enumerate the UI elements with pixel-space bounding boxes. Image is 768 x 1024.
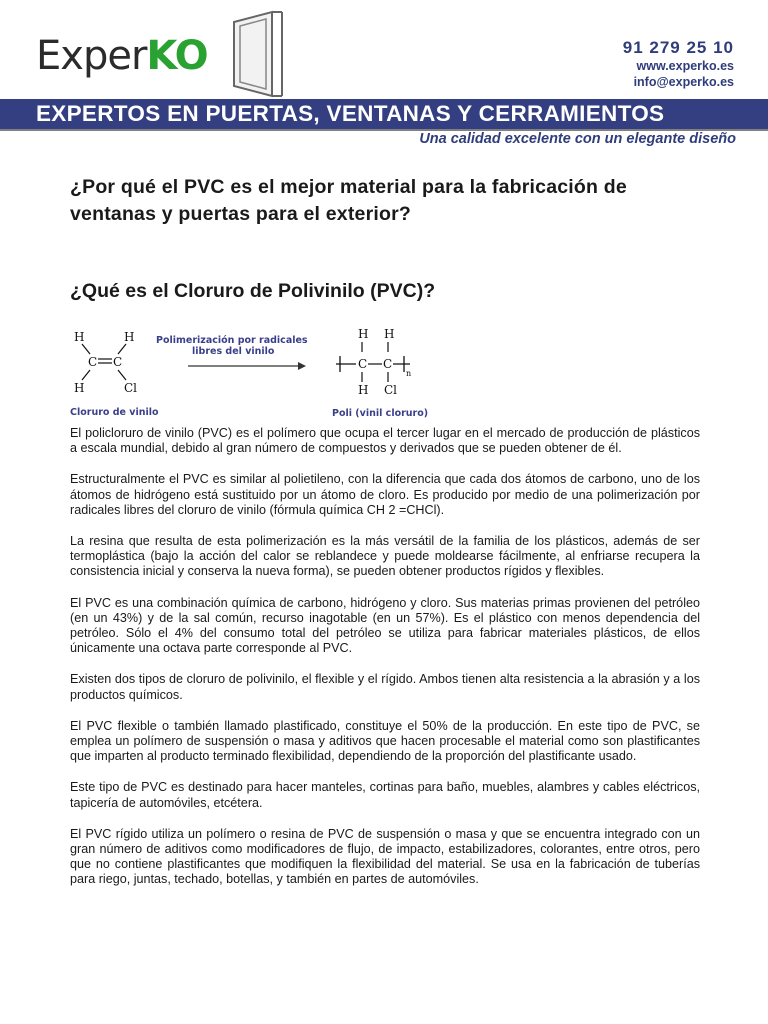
phone-number: 91 279 25 10 xyxy=(622,38,734,57)
main-title: ¿Por qué el PVC es el mejor material para la fabricación de ventanas y puertas para el exterior? xyxy=(70,176,627,225)
atom-cl-1: Cl xyxy=(124,381,138,395)
reactant-label: Cloruro de vinilo xyxy=(70,407,159,418)
atom-c-4: C xyxy=(383,357,393,371)
paragraph-8: El PVC rígido utiliza un polímero o resina de PVC de suspensión o masa y que se encuentra integrado con un gran número de aditivos como modificadores de flujo, de impacto, estabilizadores, colorantes, entre otros, pero que no contiene plastificantes que modifiquen la flexibilidad del material. Se usa en la fabricación de tuberías para riego, juntas, techado, botellas, y también en partes de automóviles. xyxy=(70,826,700,887)
product-label: Poli (vinil cloruro) xyxy=(332,408,429,419)
reaction-label-1: Polimerización por radicales xyxy=(156,335,308,346)
atom-h-6: H xyxy=(358,383,369,397)
email-link[interactable]: info@experko.es xyxy=(633,75,734,89)
document-body xyxy=(70,174,700,904)
atom-c-1: C xyxy=(88,355,98,369)
atom-h-5: H xyxy=(384,327,395,341)
section-title: ¿Qué es el Cloruro de Polivinilo (PVC)? xyxy=(70,280,436,302)
paragraph-7: Este tipo de PVC es destinado para hacer manteles, cortinas para baño, muebles, alambres y cables eléctricos, tapicería de automóviles, etcétera. xyxy=(70,780,700,810)
website-link[interactable]: www.experko.es xyxy=(636,59,734,73)
reaction-svg xyxy=(70,308,700,426)
atom-h-3: H xyxy=(74,381,85,395)
polymerization-diagram xyxy=(70,308,700,426)
paragraph-4: El PVC es una combinación química de carbono, hidrógeno y cloro. Sus materias primas provienen del petróleo (en un 43%) y de la sal común, recurso inagotable (en un 57%). Es el plástico con menos dependencia del petróleo. Sólo el 4% del consumo total del petróleo se utiliza para fabricar materiales plásticos, de ellos únicamente una octava parte corresponde al PVC. xyxy=(70,595,700,656)
atom-h-1: H xyxy=(74,330,85,344)
paragraph-2: Estructuralmente el PVC es similar al polietileno, con la diferencia que cada dos átomos de carbono, uno de los átomos de hidrógeno está sustituido por un átomo de cloro. Es producido por medio de una polimerización por radicales libres del cloruro de vinilo (fórmula química CH 2 =CHCl). xyxy=(70,472,700,517)
logo-text-ko: KO xyxy=(146,33,208,79)
company-logo xyxy=(36,10,251,98)
logo-wordmark xyxy=(36,33,208,79)
atom-cl-2: Cl xyxy=(384,383,398,397)
reaction-label-2: libres del vinilo xyxy=(192,346,275,357)
logo-text-exper: Exper xyxy=(36,33,147,79)
subscript-n: n xyxy=(406,369,412,378)
tagline: Una calidad excelente con un elegante diseño xyxy=(419,131,736,147)
atom-h-2: H xyxy=(124,330,135,344)
atom-c-2: C xyxy=(113,355,123,369)
contact-block xyxy=(623,38,734,90)
paragraph-6: El PVC flexible o también llamado plastificado, constituye el 50% de la producción. En este tipo de PVC, se emplea un polímero de suspensión o masa y aditivos que hacen procesable el material como son plastificantes que imparten al producto terminado flexibilidad, dependiendo de la proporción del plastificante usado. xyxy=(70,718,700,764)
atom-c-3: C xyxy=(358,357,368,371)
atom-h-4: H xyxy=(358,327,369,341)
paragraph-3: La resina que resulta de esta polimerización es la más versátil de la familia de los plásticos, además de ser termoplástica (bajo la acción del calor se reblandece y puede moldearse fácilmente, al enfriarse recupera la consistencia inicial y conserva la nueva forma), se pueden obtener productos rígidos y flexibles. xyxy=(70,534,700,579)
header-banner xyxy=(0,99,768,131)
banner-title: EXPERTOS EN PUERTAS, VENTANAS Y CERRAMIENTOS xyxy=(36,101,665,126)
paragraph-1: El policloruro de vinilo (PVC) es el polímero que ocupa el tercer lugar en el mercado de producción de plásticos a escala mundial, debido al gran número de compuestos y derivados que se pueden obtener de él. xyxy=(70,426,700,456)
paragraph-5: Existen dos tipos de cloruro de polivinilo, el flexible y el rígido. Ambos tienen alta resistencia a la abrasión y a los productos químicos. xyxy=(70,672,700,702)
vinyl-chloride-structure xyxy=(70,330,159,418)
door-icon xyxy=(226,10,284,98)
reaction-arrow xyxy=(156,335,308,370)
pvc-structure xyxy=(332,327,428,419)
